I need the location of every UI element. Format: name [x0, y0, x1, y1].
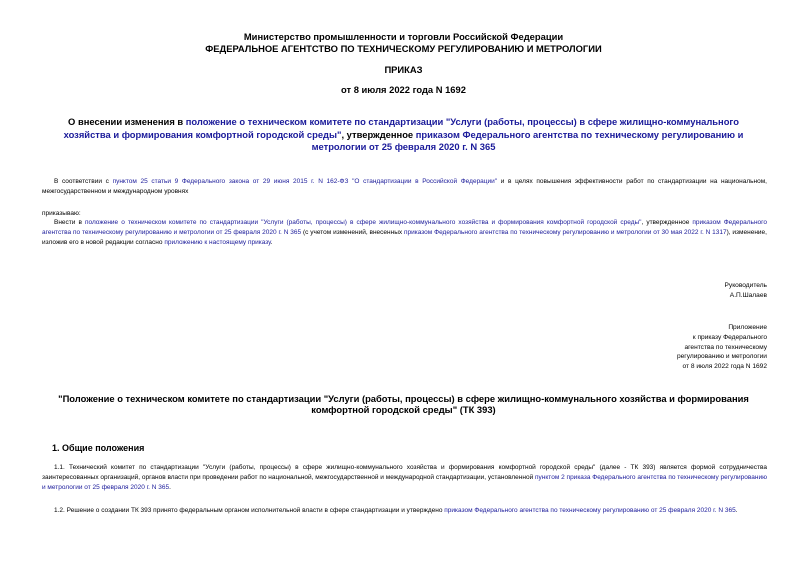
order-link-order-1317[interactable]: приказом Федерального агентства по техническому регулированию и метрологии от 30 мая 2022 г. N 1317 [403, 229, 727, 236]
title-text-1: О внесении изменения в [68, 116, 186, 127]
order-word: приказываю: [42, 210, 81, 217]
appendix-title: "Положение о техническом комитете по стандартизации "Услуги (работы, процессы) в сфере жилищно-коммунального хозяйства и формирования комфортной городской среды" (ТК 393) [58, 393, 749, 415]
preamble-paragraph [42, 177, 767, 197]
appendix-line-5: от 8 июля 2022 года N 1692 [682, 363, 767, 371]
appendix-line-1: Приложение [728, 324, 767, 331]
s1p2-text-2: . [735, 507, 738, 514]
order-text-5: . [270, 239, 273, 246]
order-text-2: , утвержденное [641, 219, 693, 226]
preamble-link-law[interactable]: пунктом 25 статьи 9 Федерального закона от 29 июня 2015 г. N 162-ФЗ "О стандартизации в Российской Федерации" [112, 178, 498, 185]
appendix-line-2: к приказу Федерального [692, 333, 767, 341]
preamble-text-1: В соответствии с [54, 178, 113, 185]
s1p1-text-1: 1.1. Технический комитет по стандартизации "Услуги (работы, процессы) в сфере жилищно-коммунального хозяйства и формирования комфортной городской среды" (далее - ТК 393) является формой сотрудничества заинтересованных организаций, органов власти при проведении работ по национальной, межгосударственной и международной стандартизации, установленной [42, 464, 767, 481]
s1p2-text-1: 1.2. Решение о создании ТК 393 принято федеральным органом исполнительной власти в сфере стандартизации и утверждено [54, 507, 445, 514]
section-1-heading: 1. Общие положения [52, 443, 145, 453]
signature-role: Руководитель [724, 282, 767, 289]
s1p2-link-order-365[interactable]: приказом Федерального агентства по техническому регулированию от 25 февраля 2020 г. N 365 [444, 507, 736, 514]
appendix-line-4: регулированию и метрологии [676, 353, 767, 361]
order-text-1: Внести в [54, 219, 85, 226]
appendix-line-3: агентства по техническому [684, 343, 767, 351]
agency-name: ФЕДЕРАЛЬНОЕ АГЕНТСТВО ПО ТЕХНИЧЕСКОМУ РЕГУЛИРОВАНИЮ И МЕТРОЛОГИИ [205, 42, 602, 54]
s1p1-text-2: . [169, 484, 171, 491]
title-link-order-365[interactable]: приказом Федерального агентства по техническому регулированию и метрологии от 25 февраля 2020 г. N 365 [311, 128, 744, 152]
section-1-paragraph-1 [42, 463, 767, 493]
title-text-2: , утвержденное [341, 128, 416, 140]
order-link-order-365[interactable]: приказом Федерального агентства по техническому регулированию и метрологии от 25 февраля 2020 г. N 365 [42, 219, 767, 236]
document-title [60, 116, 747, 154]
document-date-number: от 8 июля 2022 года N 1692 [341, 83, 466, 95]
preamble-text-2: и в целях повышения эффективности работ по стандартизации на национальном, межгосударственном и международном уровнях [42, 178, 767, 195]
order-link-regulation[interactable]: положение о техническом комитете по стандартизации "Услуги (работы, процессы) в сфере жилищно-коммунального хозяйства и формирования комфортной городской среды" [84, 219, 642, 226]
section-1-paragraph-2 [42, 506, 767, 516]
title-link-regulation[interactable]: положение о техническом комитете по стандартизации "Услуги (работы, процессы) в сфере жилищно-коммунального хозяйства и формирования комфортной городской среды" [63, 116, 739, 140]
signature-name: А.П.Шалаев [729, 291, 767, 299]
ministry-name: Министерство промышленности и торговли Российской Федерации [243, 31, 564, 42]
signature-block [725, 281, 767, 301]
document-type: ПРИКАЗ [384, 64, 423, 75]
appendix-header [677, 323, 767, 372]
document-header [40, 31, 767, 95]
order-link-appendix[interactable]: приложению к настоящему приказу [164, 239, 271, 246]
order-text-3: (с учетом изменений, внесенных [301, 229, 404, 236]
order-paragraph [42, 218, 767, 248]
s1p1-link-order-365[interactable]: пунктом 2 приказа Федерального агентства по техническому регулированию и метрологии от 25 февраля 2020 г. N 365 [42, 474, 767, 491]
order-text-4: ), изменение, изложив его в новой редакции согласно [42, 229, 767, 246]
